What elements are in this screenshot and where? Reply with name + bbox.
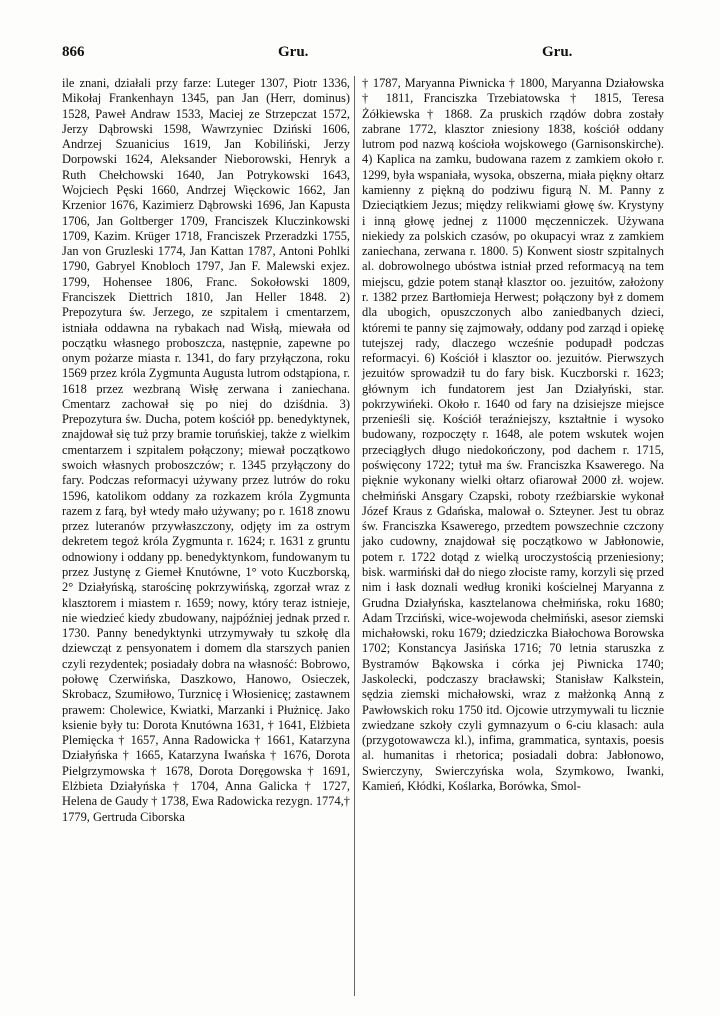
page-number: 866 bbox=[62, 44, 85, 60]
running-header bbox=[62, 44, 672, 66]
right-running-head: Gru. bbox=[542, 44, 573, 60]
right-column-text: † 1787, Maryanna Piwnicka † 1800, Maryanna Działowska † 1811, Franciszka Trzebiatowska † 1815, Teresa Żółkiewska † 1868. Za pruskich rządów dobra zostały zabrane 1772, klasztor zniesiony 1838, kościół oddany lutrom pod nazwą kościoła wojskowego (Garnisonskirche). 4) Kaplica na zamku, budowana razem z zamkiem około r. 1299, była wspaniała, wysoka, obszerna, miała piękny ołtarz kamienny z piękną do podziwu figurą N. M. Panny z Dzieciątkiem Jezus; między relikwiami głowę św. Krystyny i inną głowę jednej z 11000 męczenniczek. Używana niekiedy za polskich czasów, po okupacyi wraz z zamkiem zaniechana, zerwana r. 1800. 5) Konwent siostr szpitalnych al. dobrowolnego ubóstwa istniał przed reformacyą na tem miejscu, gdzie potem stanął klasztor oo. jezuitów, założony r. 1382 przez Bartłomieja Herwest; połączony był z domem dla ubogich, opuszczonych albo zaniedbanych dzieci, któremi te panny się zajmowały, oddany pod zarząd i opiekę tutejszej rady, dlaczego wcześnie podupadł podczas reformacyi. 6) Kościół i klasztor oo. jezuitów. Pierwszych jezuitów sprowadził tu do fary bisk. Kuczborski r. 1623; głównym ich fundatorem jest Jan Działyński, star. pokrzywińeki. Około r. 1640 od fary na dzisiejsze miejsce przenieśli się. Kościół teraźniejszy, kształtnie i wysoko budowany, rozpoczęty r. 1648, ale potem wskutek wojen przeciągłych długo niedokończony, pod dachem r. 1715, poświęcony 1722; tytuł ma św. Franciszka Ksawerego. Na pięknie wykonany wielki ołtarz ofiarował 2000 zł. wojew. chełmiński Ansgary Czapski, roboty rzeźbiarskie wykonał Józef Kraus z Gdańska, malował o. Szteyner. Jest tu obraz św. Franciszka Ksawerego, przedtem powszechnie czczony jako cudowny, znajdował się początkowo w Jabłonowie, potem r. 1722 dotąd z wielką uroczystością przeniesiony; bisk. warmiński dał do niego złociste ramy, korzyli się przed nim i łask doznali według kroniki kościelnej Maryanna z Grudna Działyńska, kasztelanowa chełmińska, roku 1680; Adam Trzciński, wice-wojewoda chełmiński, asesor ziemski michałowski, roku 1679; dziedziczka Białochowa Borowska 1702; Konstancya Jasińska 1716; 70 letnia staruszka z Bystramów Bąkowska i córka jej Piwnicka 1740; Jaskolecki, podczaszy bracławski; Stanisław Kalkstein, sędzia ziemski michałowski, wraz z małżonką Anną z Pawłowskich roku 1750 itd. Ojcowie utrzymywali tu licznie zwiedzane szkoły czyli gymnazyum o 6-ciu klasach: aula (przygotowawcza kl.), infima, grammatica, syntaxis, poesis al. humanitas i rhetorica; posiadali dobra: Jabłonowo, Swierczyny, Swierczyńska wola, Szymkowo, Iwanki, Kamień, Kłódki, Koślarka, Borówka, Smol- bbox=[362, 76, 664, 793]
right-column bbox=[362, 76, 664, 794]
left-column bbox=[62, 76, 350, 825]
left-running-head: Gru. bbox=[278, 44, 309, 60]
left-column-text: ile znani, działali przy farze: Luteger 1307, Piotr 1336, Mikołaj Frankenhayn 1345, pan Jan (Herr, dominus) 1528, Paweł Andraw 1533, Maciej ze Strzepczat 1572, Jerzy Dąbrowski 1598, Wawrzyniec Dziński 1606, Andrzej Szuanicius 1619, Jan Kobiliński, Jerzy Dorpowski 1624, Aleksander Nieborowski, Henryk a Ruth Chełchowski 1640, Jan Potrykowski 1643, Wojciech Pęski 1660, Andrzej Więckowic 1662, Jan Krzenior 1676, Kazimierz Dąbrowski 1696, Jan Kapusta 1706, Jan Goltberger 1709, Franciszek Kluczinkowski 1709, Kazim. Krüger 1718, Franciszek Przeradzki 1755, Jan von Gruzleski 1774, Jan Kattan 1787, Antoni Pohlki 1790, Gabryel Knobloch 1797, Jan F. Malewski exjez. 1799, Hohensee 1806, Franc. Sokołowski 1809, Franciszek Diettrich 1810, Jan Heller 1848. 2) Prepozytura św. Jerzego, ze szpitalem i cmentarzem, istniała oddawna na rybakach nad Wisłą, miewała od początku własnego proboszcza, następnie, zapewne po onym pożarze miasta r. 1341, do fary przyłączona, roku 1569 przez króla Zygmunta Augusta lutrom odstąpiona, r. 1618 przez wezbraną Wisłę zerwana i zaniechana. Cmentarz zachował się po niej do dziśdnia. 3) Prepozytura św. Ducha, potem kościół pp. benedyktynek, znajdował się tuż przy bramie toruńskiej, także z wielkim cmentarzem i szpitalem połączony; miewał początkowo swoich własnych proboszczów; r. 1345 przyłączony do fary. Podczas reformacyi używany przez lutrów do roku 1596, katolikom oddany za rozkazem króla Zygmunta razem z farą, był wtedy mało używany; po r. 1618 znowu przez luteranów przywłaszczony, odjęty im za ostrym dekretem tegoż króla Zygmunta r. 1624; r. 1631 z gruntu odnowiony i oddany pp. benedyktynkom, fundowanym tu przez Justynę z Giemeł Knutówne, 1° voto Kuczborską, 2° Działyńską, starościnę pokrzywińską, zgorzał wraz z klasztorem i miastem r. 1659; nowy, który teraz istnieje, nie wiedzieć kiedy zbudowany, najpóźniej jednak przed r. 1730. Panny benedyktynki utrzymywały tu szkołę dla dziewcząt z pensyonatem i domem dla starszych panien czyli rezydentek; posiadały dobra na własność: Bobrowo, połowę Czerwińska, Daszkowo, Hanowo, Osieczek, Skrobacz, Szumiłowo, Turznicę i Włosienicę; zastawnem prawem: Cholewice, Kwiatki, Marzanki i Płużnicę. Jako ksienie były tu: Dorota Knutówna 1631, † 1641, Elżbieta Plemięcka † 1657, Anna Radowicka † 1661, Katarzyna Działyńska † 1665, Katarzyna Iwańska † 1676, Dorota Pielgrzymowska † 1678, Dorota Doręgowska † 1691, Elżbieta Działyńska † 1704, Anna Galicka † 1727, Helena de Gaudy † 1738, Ewa Radowicka rezygn. 1774,† 1779, Gertruda Ciborska bbox=[62, 76, 350, 824]
column-divider bbox=[354, 76, 355, 996]
